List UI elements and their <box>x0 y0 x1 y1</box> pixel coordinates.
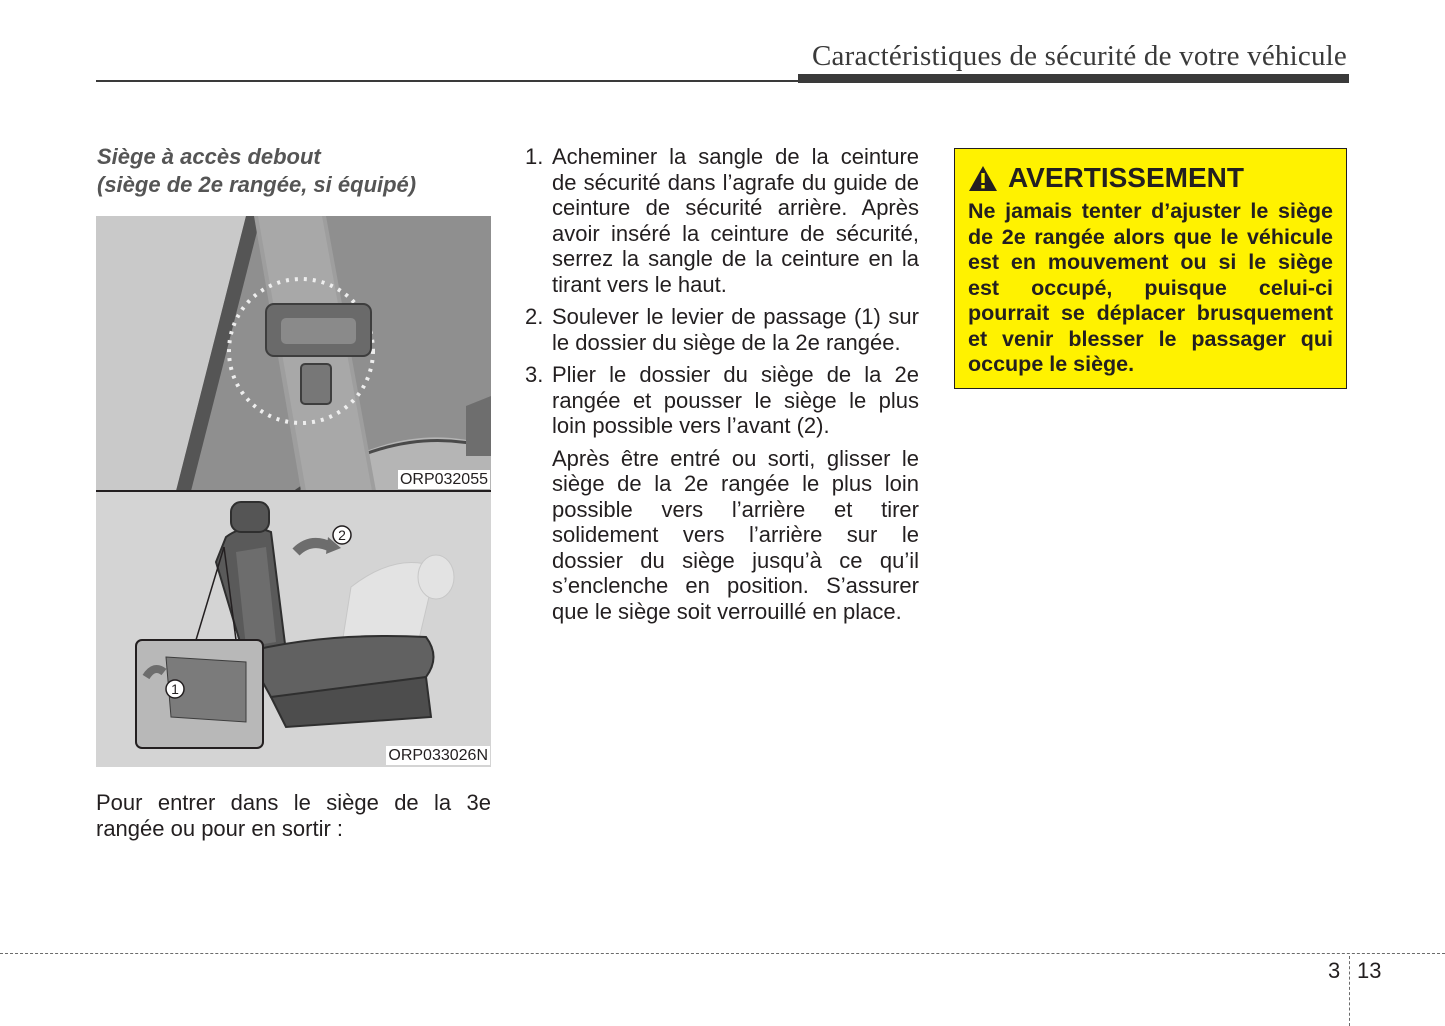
procedure-steps <box>525 144 919 624</box>
callout-1-label: 1 <box>171 681 179 697</box>
step-text: Plier le dossier du siège de la 2e rangée et pousser le siège le plus loin possible vers l’avant (2). <box>552 362 919 438</box>
after-steps-paragraph: Après être entré ou sorti, glisser le siège de la 2e rangée le plus loin possible vers l’arrière et tirer solidement vers l’arrière sur le dossier du siège jusqu’à ce qu’il s’enclenche en position. S’assurer que le siège soit verrouillé en place. <box>552 445 919 624</box>
seatbelt-guide-figure <box>96 216 491 491</box>
step-text: Acheminer la sangle de la ceinture de sécurité dans l’agrafe du guide de ceinture de sécurité arrière. Après avoir inséré la ceinture de sécurité, serrez la sangle de la ceinture en la tirant vers le haut. <box>552 144 919 297</box>
section-title-line2: (siège de 2e rangée, si équipé) <box>97 172 417 197</box>
step-item <box>525 362 919 439</box>
header-rule-bold <box>798 74 1349 83</box>
seat-fold-figure <box>96 492 491 767</box>
seat-fold-illustration <box>96 492 491 767</box>
footer-rule <box>0 953 1445 954</box>
step-text: Soulever le levier de passage (1) sur le dossier du siège de la 2e rangée. <box>552 304 919 355</box>
warning-triangle-icon <box>968 165 998 192</box>
seatbelt-guide-illustration <box>96 216 491 491</box>
figure-code: ORP032055 <box>399 471 488 488</box>
intro-paragraph: Pour entrer dans le siège de la 3e rangée ou pour en sortir : <box>96 790 491 841</box>
chapter-number: 3 <box>1328 958 1341 983</box>
section-title-line1: Siège à accès debout <box>97 144 321 169</box>
callout-2-label: 2 <box>338 527 346 543</box>
step-number: 1. <box>525 144 544 169</box>
step-item <box>525 144 919 297</box>
page-header-title: Caractéristiques de sécurité de votre véhicule <box>812 40 1347 72</box>
warning-box <box>954 148 1347 389</box>
step-number: 3. <box>525 362 544 387</box>
page-number: 13 <box>1357 958 1382 983</box>
step-number: 2. <box>525 304 544 329</box>
header-rule <box>96 80 800 82</box>
step-item <box>525 304 919 355</box>
warning-title: AVERTISSEMENT <box>1008 162 1244 193</box>
warning-header <box>968 161 1333 195</box>
warning-text: Ne jamais tenter d’ajuster le siège de 2e rangée alors que le véhicule est en mouvement ou si le siège est occupé, puisque celui-ci pourrait se déplacer brusquement et venir blesser le passager qui occupe le siège. <box>968 199 1333 376</box>
section-title <box>97 143 492 199</box>
figure-code: ORP033026N <box>388 747 488 764</box>
footer-divider <box>1349 956 1350 1026</box>
